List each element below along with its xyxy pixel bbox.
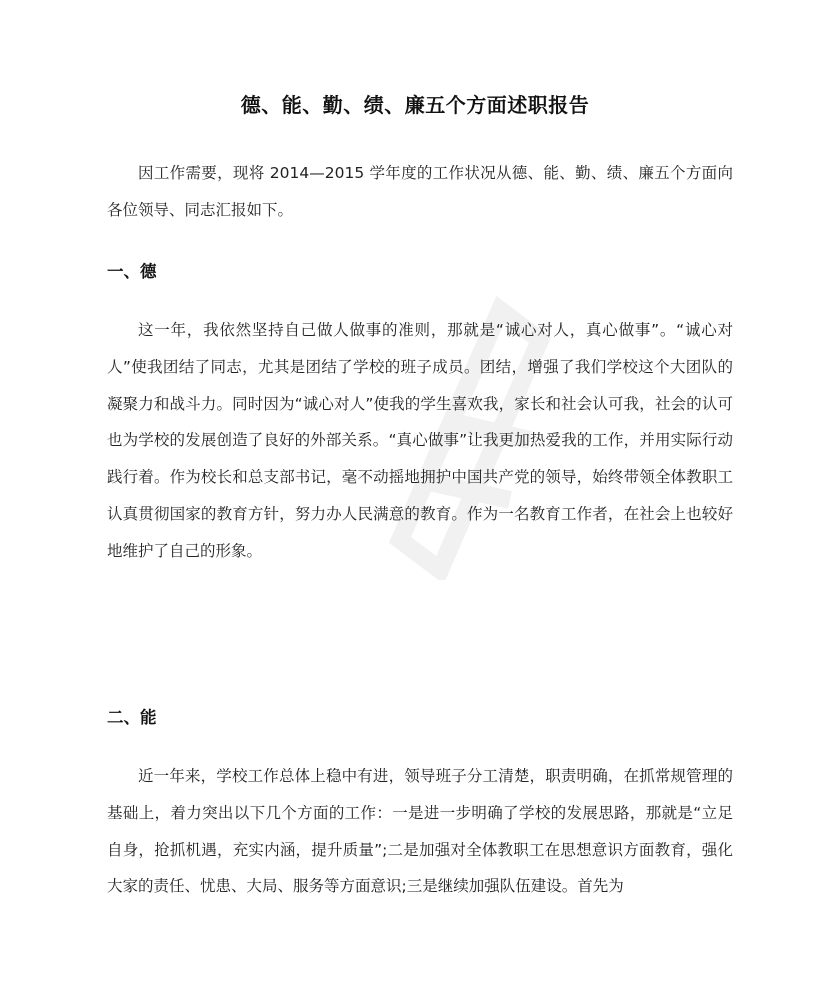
section-body-de: 这一年，我依然坚持自己做人做事的准则，那就是“诚心对人，真心做事”。“诚心对人”使我团结了同志，尤其是团结了学校的班子成员。团结，增强了我们学校这个大团队的凝聚力和战斗力。同时因为“诚心对人”使我的学生喜欢我，家长和社会认可我，社会的认可也为学校的发展创造了良好的外部关系。“真心做事”让我更加热爱我的工作，并用实际行动践行着。作为校长和总支部书记，毫不动摇地拥护中国共产党的领导，始终带领全体教职工认真贯彻国家的教育方针，努力办人民满意的教育。作为一名教育工作者，在社会上也较好地维护了自己的形象。 (107, 321, 733, 560)
section-heading-neng: 二、能 (107, 708, 157, 727)
document-title: 德、能、勤、绩、廉五个方面述职报告 (240, 93, 590, 117)
intro-paragraph: 因工作需要，现将 2014—2015 学年度的工作状况从德、能、勤、绩、廉五个方面向各位领导、同志汇报如下。 (107, 164, 733, 219)
section-heading-de: 一、德 (107, 262, 157, 281)
section-body-neng: 近一年来，学校工作总体上稳中有进，领导班子分工清楚，职责明确，在抓常规管理的基础上，着力突出以下几个方面的工作：一是进一步明确了学校的发展思路，那就是“立足自身，抢抓机遇，充实内涵，提升质量”;二是加强对全体教职工在思想意识方面教育，强化大家的责任、忧患、大局、服务等方面意识;三是继续加强队伍建设。首先为 (107, 767, 733, 896)
